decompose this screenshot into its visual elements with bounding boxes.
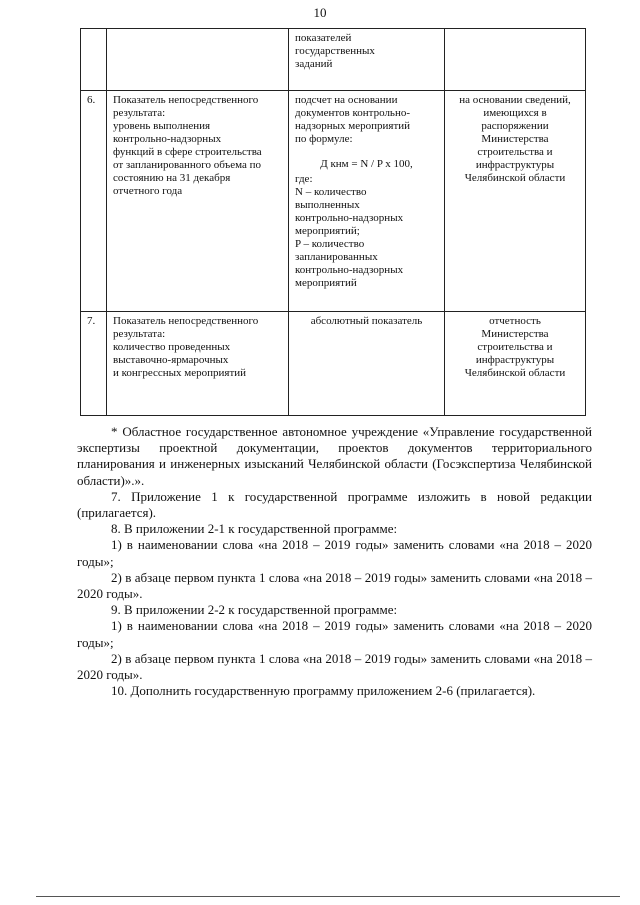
- table-row: [81, 312, 586, 416]
- calculation-method-cell: [289, 91, 445, 312]
- table-row: [81, 91, 586, 312]
- method-text: абсолютный показатель: [310, 315, 423, 327]
- formula-text: Д кнм = N / P х 100,: [320, 158, 413, 170]
- paragraph-item-10: 10. Дополнить государственную программу приложением 2-6 (прилагается).: [111, 683, 536, 699]
- calculation-method-cell: [289, 29, 445, 91]
- footer-divider: [36, 896, 620, 897]
- row-number-cell: 7.: [81, 312, 107, 416]
- method-text: показателей государственных заданий: [295, 32, 375, 70]
- calculation-method-cell: [289, 312, 445, 416]
- paragraph-item-8-2: 2) в абзаце первом пункта 1 слова «на 2018 – 2019 годы» заменить словами «на 2018 – 2020 годы».: [77, 569, 592, 602]
- page-number: 10: [313, 5, 327, 20]
- paragraph-item-8: 8. В приложении 2-1 к государственной программе:: [111, 521, 398, 537]
- row-number-cell: [81, 29, 107, 91]
- indicator-name-cell: Показатель непосредственного результата: количество проведенных выставочно-ярмарочных и конгрессных мероприятий: [107, 312, 289, 416]
- paragraph-item-9-1: 1) в наименовании слова «на 2018 – 2019 годы» заменить словами «на 2018 – 2020 годы»;: [77, 618, 592, 650]
- paragraph-item-7: 7. Приложение 1 к государственной программе изложить в новой редакции (прилагается).: [77, 488, 592, 521]
- paragraph-item-9: 9. В приложении 2-2 к государственной программе:: [111, 602, 398, 618]
- data-source-cell: на основании сведений, имеющихся в распоряжении Министерства строительства и инфраструктуры Челябинской области: [445, 91, 586, 312]
- method-text: подсчет на основании документов контрольно- надзорных мероприятий по формуле:: [295, 94, 411, 145]
- row-number-cell: 6.: [81, 91, 107, 312]
- data-source-cell: [445, 29, 586, 91]
- indicators-table: [80, 28, 586, 416]
- paragraph-item-8-1: 1) в наименовании слова «на 2018 – 2019 годы» заменить словами «на 2018 – 2020 годы»;: [77, 537, 592, 569]
- table-row: [81, 29, 586, 91]
- document-body: [77, 424, 592, 699]
- paragraph-item-9-2: 2) в абзаце первом пункта 1 слова «на 2018 – 2019 годы» заменить словами «на 2018 – 2020 годы».: [77, 650, 592, 683]
- data-source-cell: отчетность Министерства строительства и инфраструктуры Челябинской области: [445, 312, 586, 416]
- indicator-name-cell: [107, 29, 289, 91]
- footnote-paragraph: * Областное государственное автономное учреждение «Управление государственной экспертизы проектной документации, проектов документов территориального планирования и инженерных изысканий Челябинской области (Госэкспертиза Челябинской области)».».: [77, 424, 592, 488]
- indicator-name-cell: Показатель непосредственного результата: уровень выполнения контрольно-надзорных функций в сфере строительства от запланированного объема по состоянию на 31 декабря отчетного года: [107, 91, 289, 312]
- method-legend-text: где: N – количество выполненных контрольно-надзорных мероприятий; P – количество запланированных контрольно-надзорных мероприятий: [295, 173, 404, 289]
